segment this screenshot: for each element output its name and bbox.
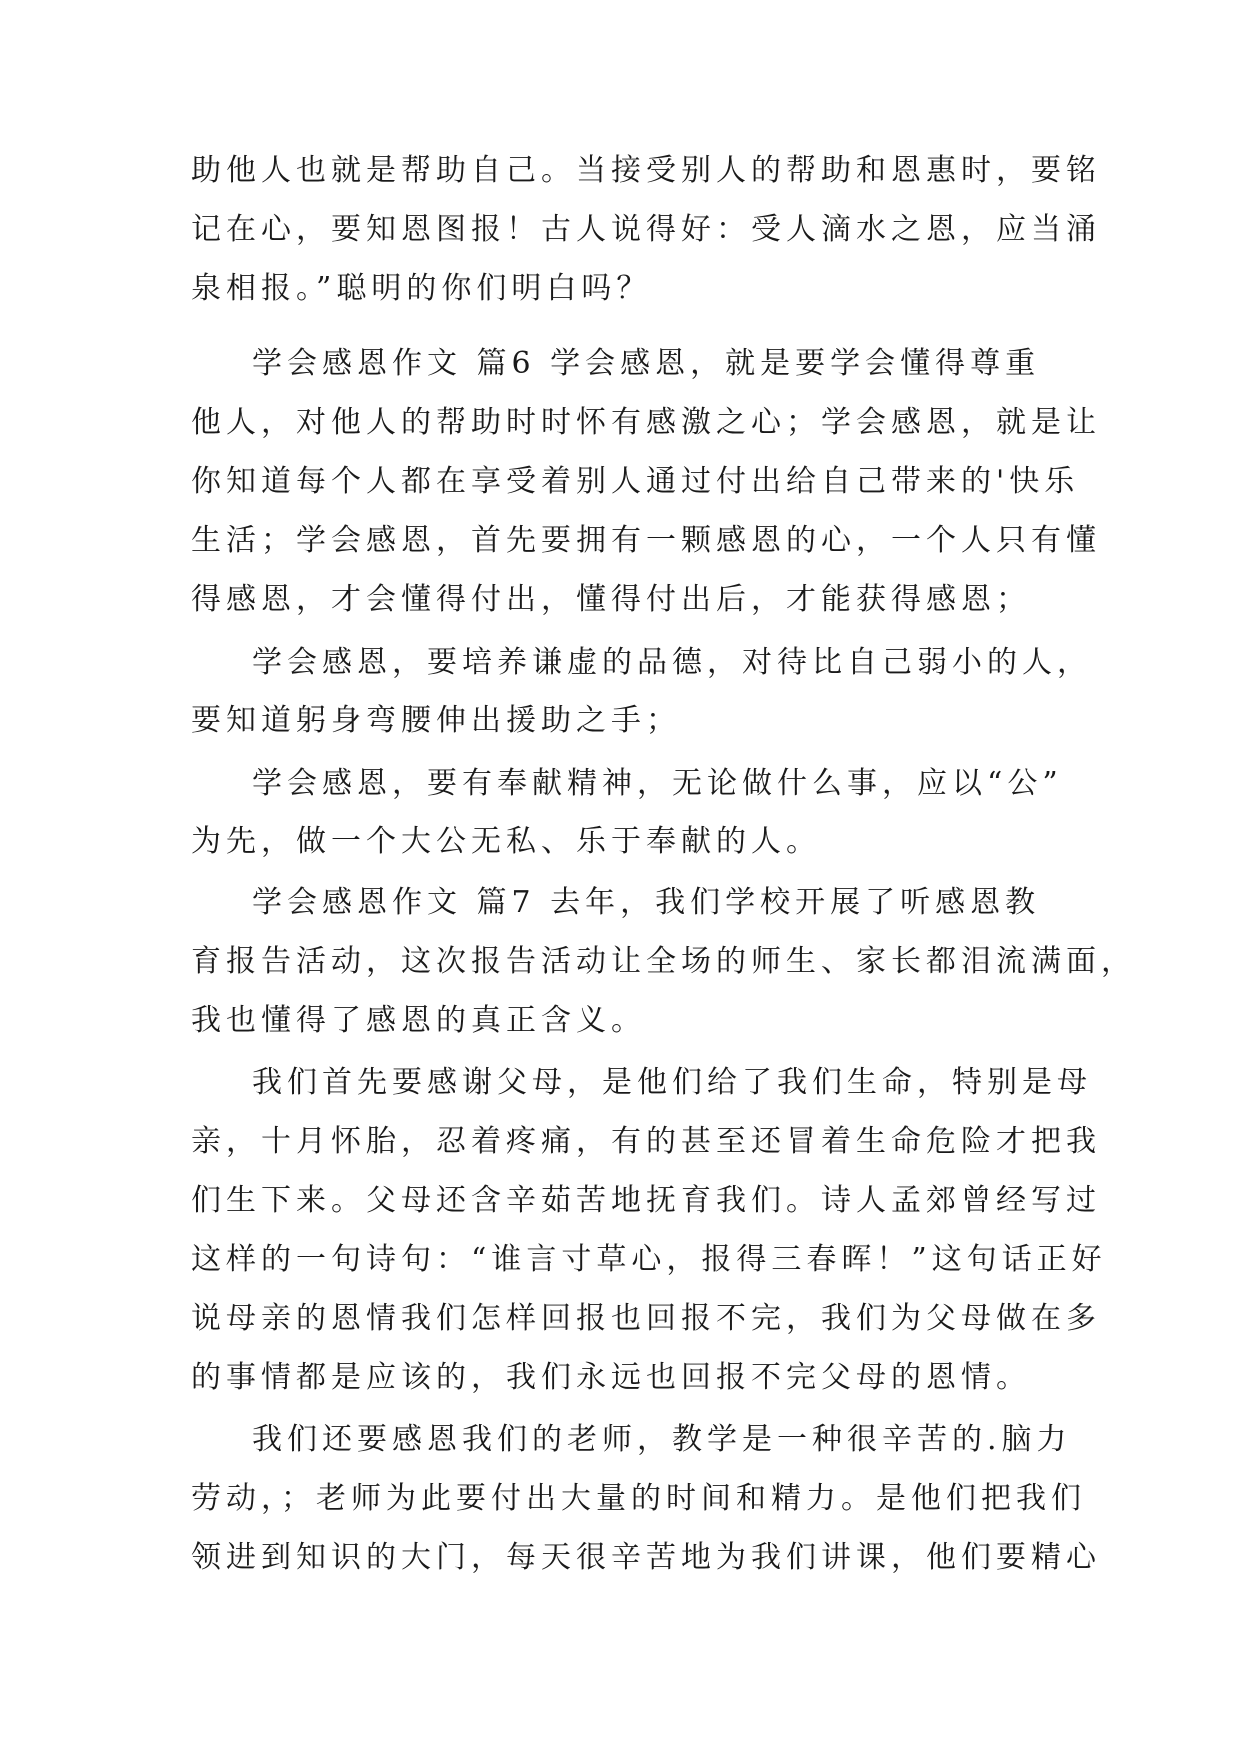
text-line: 生活；学会感恩，首先要拥有一颗感恩的心，一个人只有懂 — [191, 523, 1101, 558]
text-line: 说母亲的恩情我们怎样回报也回报不完，我们为父母做在多 — [191, 1301, 1101, 1336]
text-line: 的事情都是应该的，我们永远也回报不完父母的恩情。 — [191, 1360, 1031, 1395]
text-line: 这样的一句诗句：“谁言寸草心，报得三春晖！”这句话正好 — [191, 1242, 1107, 1277]
paragraph-start-line: 学会感恩，要有奉献精神，无论做什么事，应以“公” — [252, 766, 1063, 801]
text-line: 助他人也就是帮助自己。当接受别人的帮助和恩惠时，要铭 — [191, 153, 1101, 188]
text-line: 泉相报。”聪明的你们明白吗？ — [191, 271, 652, 306]
text-line: 们生下来。父母还含辛茹苦地抚育我们。诗人孟郊曾经写过 — [191, 1183, 1101, 1218]
paragraph-start-line: 我们首先要感谢父母，是他们给了我们生命，特别是母 — [252, 1065, 1092, 1100]
text-line: 他人，对他人的帮助时时怀有感激之心；学会感恩，就是让 — [191, 405, 1101, 440]
text-line: 得感恩，才会懂得付出，懂得付出后，才能获得感恩； — [191, 582, 1031, 617]
text-line: 育报告活动，这次报告活动让全场的师生、家长都泪流满面， — [191, 944, 1136, 979]
text-line: 领进到知识的大门，每天很辛苦地为我们讲课，他们要精心 — [191, 1540, 1101, 1575]
section-heading-line: 学会感恩作文 篇6 学会感恩，就是要学会懂得尊重 — [252, 346, 1041, 381]
text-line: 亲，十月怀胎，忍着疼痛，有的甚至还冒着生命危险才把我 — [191, 1124, 1101, 1159]
paragraph-start-line: 我们还要感恩我们的老师，教学是一种很辛苦的.脑力 — [252, 1422, 1072, 1457]
paragraph-start-line: 学会感恩，要培养谦虚的品德，对待比自己弱小的人， — [252, 645, 1092, 680]
section-heading-line: 学会感恩作文 篇7 去年，我们学校开展了听感恩教 — [252, 885, 1041, 920]
text-line: 要知道躬身弯腰伸出援助之手； — [191, 703, 681, 738]
text-line: 我也懂得了感恩的真正含义。 — [191, 1003, 646, 1038]
text-line: 记在心，要知恩图报！古人说得好：受人滴水之恩，应当涌 — [191, 212, 1101, 247]
text-line: 为先，做一个大公无私、乐于奉献的人。 — [191, 824, 821, 859]
text-line: 劳动，；老师为此要付出大量的时间和精力。是他们把我们 — [191, 1481, 1086, 1516]
text-line: 你知道每个人都在享受着别人通过付出给自己带来的'快乐 — [191, 464, 1080, 499]
